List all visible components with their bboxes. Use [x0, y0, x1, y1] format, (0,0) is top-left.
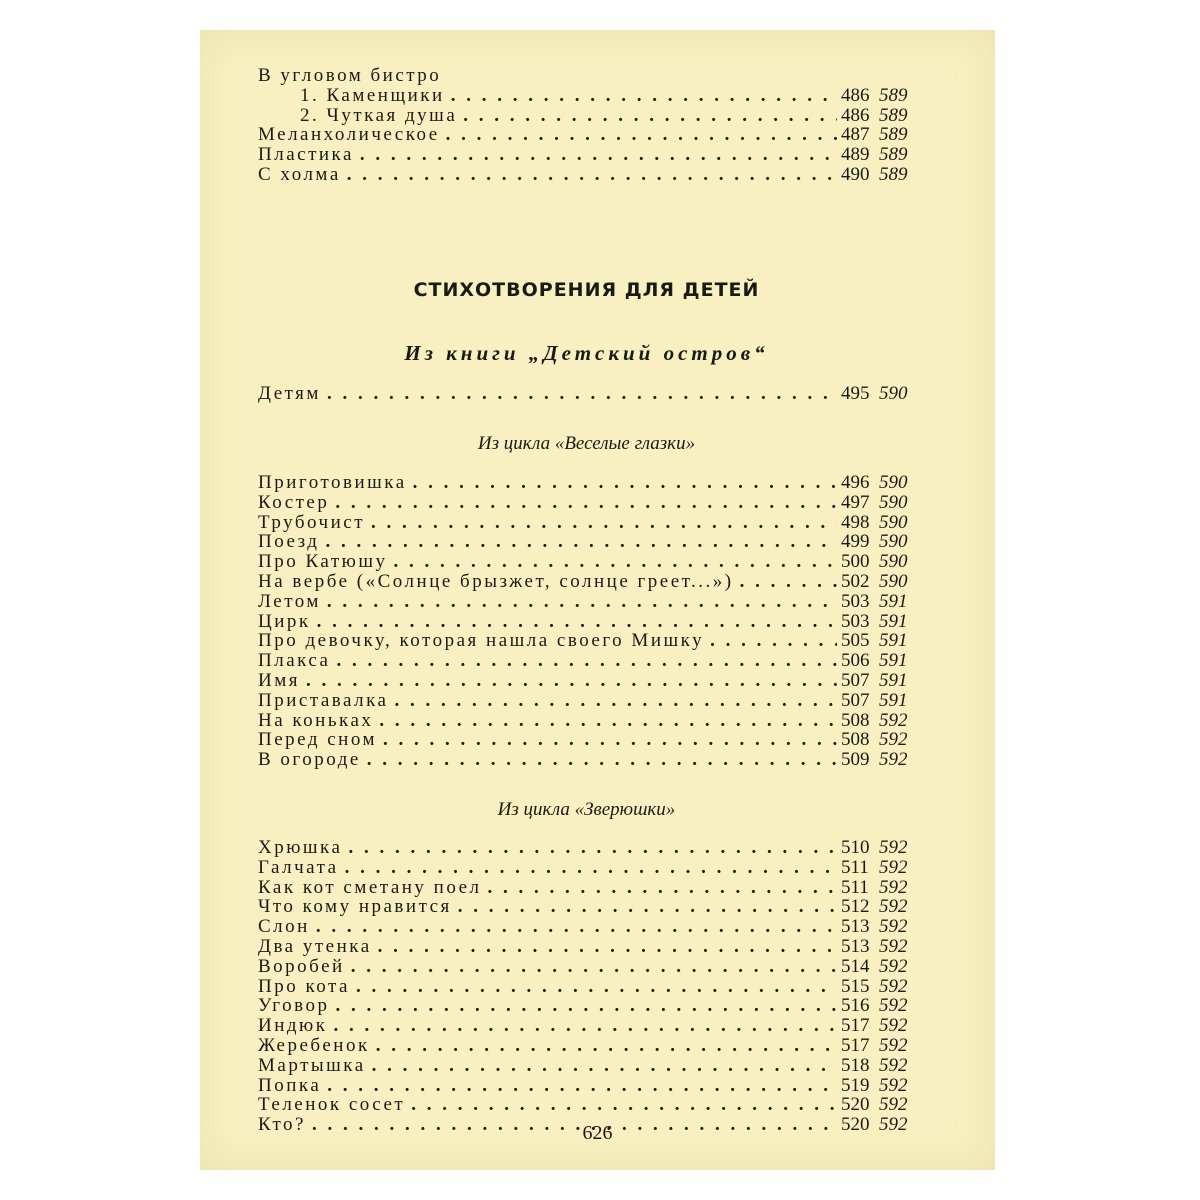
entry-page-number: 520 [841, 1114, 870, 1136]
entry-title: Про девочку, которая нашла своего Мишку [258, 630, 705, 652]
toc-entry [258, 532, 915, 552]
cycle-title-zveryushki: Из цикла «Зверюшки» [497, 799, 676, 820]
entry-title: С холма [258, 163, 341, 185]
entry-comment-page: 592 [879, 995, 908, 1017]
entry-title: Попка [258, 1074, 322, 1096]
section-title: СТИХОТВОРЕНИЯ ДЛЯ ДЕТЕЙ [413, 279, 760, 301]
entry-title: Костер [258, 491, 330, 513]
entry-page-number: 489 [841, 144, 870, 166]
entry-title: 2. Чуткая душа [300, 104, 458, 126]
dot-leader [351, 957, 837, 977]
dot-leader [316, 917, 837, 937]
toc-entry [258, 878, 915, 898]
entry-comment-page: 592 [879, 1034, 908, 1056]
dot-leader [372, 1056, 837, 1076]
entry-title: Детям [258, 383, 321, 404]
entry-title: На коньках [258, 709, 374, 731]
entry-page-number: 513 [841, 916, 870, 938]
entry-page-number: 511 [841, 856, 869, 878]
entry-title: Цирк [258, 610, 311, 632]
page-number: 626 [582, 1122, 613, 1144]
dot-leader [317, 612, 837, 632]
entry-page-number: 498 [841, 511, 870, 533]
toc-entry [258, 957, 915, 977]
entry-page-number: 506 [841, 650, 870, 672]
toc-entry [258, 691, 915, 711]
toc-entry [258, 106, 915, 126]
entry-title: Слон [258, 916, 310, 938]
dot-leader [335, 996, 837, 1016]
toc-entry [258, 996, 915, 1016]
entry-comment-page: 590 [879, 531, 908, 553]
book-title: Из книги „Детский остров“ [404, 341, 769, 365]
top-group-entries [258, 86, 915, 185]
entry-page-number: 508 [841, 729, 870, 751]
dot-leader [378, 937, 837, 957]
entry-title: Теленок сосет [258, 1094, 406, 1116]
dot-leader [347, 165, 837, 185]
entry-comment-page: 592 [879, 709, 908, 731]
entry-comment-page: 591 [879, 630, 908, 652]
entry-title: Летом [258, 590, 321, 612]
toc-entry [258, 838, 915, 858]
toc-entry [258, 711, 915, 731]
toc-entry [258, 858, 915, 878]
entry-page-number: 516 [841, 995, 870, 1017]
entry-page-number: 505 [841, 630, 870, 652]
dot-leader [463, 106, 837, 126]
entry-comment-page: 589 [879, 163, 908, 185]
toc-entry [258, 651, 915, 671]
entry-comment-page: 589 [879, 124, 908, 146]
toc-entry [258, 513, 915, 533]
toc-entry [258, 1056, 915, 1076]
entry-page-number: 500 [841, 551, 870, 573]
entry-title: 1. Каменщики [300, 84, 445, 106]
entry-title: Меланхолическое [258, 124, 440, 146]
cycle-zveryushki-entries [258, 838, 915, 1135]
entry-comment-page: 589 [879, 84, 908, 106]
entry-title: Индюк [258, 1015, 328, 1037]
entry-comment-page: 590 [879, 491, 908, 513]
toc-entry [258, 86, 915, 106]
toc-entry [258, 631, 915, 651]
entry-title: Воробей [258, 955, 345, 977]
entry-title: В огороде [258, 749, 361, 771]
entry-comment-page: 592 [879, 1054, 908, 1076]
dot-leader [383, 730, 837, 750]
dot-leader [488, 878, 838, 898]
toc-entry [258, 493, 915, 513]
entry-title: Про кота [258, 975, 350, 997]
entry-comment-page: 592 [879, 896, 908, 918]
entry-page-number: 513 [841, 935, 870, 957]
toc-entry [258, 125, 915, 145]
entry-page-number: 517 [841, 1015, 870, 1037]
dot-leader [325, 532, 837, 552]
entry-title: Жеребенок [258, 1034, 370, 1056]
dot-leader [710, 631, 837, 651]
dot-leader [360, 145, 837, 165]
entry-page-number: 508 [841, 709, 870, 731]
dot-leader [335, 493, 837, 513]
entry-page-number: 520 [841, 1094, 870, 1116]
toc-entry [258, 730, 915, 750]
toc-entry [258, 977, 915, 997]
entry-page-number: 486 [841, 104, 870, 126]
entry-comment-page: 590 [879, 472, 908, 493]
entry-page-number: 503 [841, 590, 870, 612]
entry-comment-page: 591 [879, 650, 908, 672]
entry-title: Поезд [258, 531, 320, 553]
book-page [200, 30, 995, 1170]
entry-title: Два утенка [258, 935, 372, 957]
entry-title: Имя [258, 669, 300, 691]
entry-page-number: 499 [841, 531, 870, 553]
entry-title: Хрюшка [258, 837, 343, 858]
dot-leader [376, 1036, 837, 1056]
entry-page-number: 512 [841, 896, 870, 918]
toc-entry [258, 1095, 915, 1115]
toc-entry [258, 552, 915, 572]
entry-comment-page: 591 [879, 669, 908, 691]
entry-page-number: 511 [841, 876, 869, 898]
dot-leader [333, 1016, 837, 1036]
entry-comment-page: 592 [879, 935, 908, 957]
entry-page-number: 518 [841, 1054, 870, 1076]
entry-page-number: 490 [841, 163, 870, 185]
toc-entry [258, 671, 915, 691]
entry-page-number: 496 [841, 472, 870, 493]
dot-leader [413, 473, 837, 493]
dot-leader [371, 513, 837, 533]
toc-entry [258, 917, 915, 937]
entry-comment-page: 590 [879, 551, 908, 573]
group-heading: В угловом бистро [258, 65, 442, 86]
dot-leader [306, 671, 837, 691]
toc-entry [258, 165, 915, 185]
entry-comment-page: 592 [879, 955, 908, 977]
toc-entry [258, 384, 915, 404]
toc-entry [258, 1016, 915, 1036]
dot-leader [348, 838, 837, 858]
entry-comment-page: 592 [879, 876, 908, 898]
toc-entry [258, 612, 915, 632]
entry-comment-page: 592 [879, 729, 908, 751]
toc-entry [258, 1036, 915, 1056]
entry-comment-page: 592 [879, 1094, 908, 1116]
entry-comment-page: 591 [879, 610, 908, 632]
dot-leader [394, 691, 837, 711]
entry-comment-page: 590 [879, 511, 908, 533]
entry-title: Уговор [258, 995, 330, 1017]
dot-leader [327, 384, 837, 404]
entry-page-number: 510 [841, 837, 870, 858]
entry-title: Пластика [258, 144, 354, 166]
toc-entry [258, 1076, 915, 1096]
toc-entry [258, 145, 915, 165]
entry-comment-page: 592 [879, 1114, 908, 1136]
dot-leader [451, 86, 837, 106]
entry-page-number: 486 [841, 84, 870, 106]
toc-entry [258, 897, 915, 917]
toc-entry [258, 937, 915, 957]
dot-leader [327, 1076, 837, 1096]
dot-leader [327, 592, 837, 612]
entry-page-number: 514 [841, 955, 870, 977]
entry-title: Галчата [258, 856, 339, 878]
entry-comment-page: 591 [879, 689, 908, 711]
entry-title: Перед сном [258, 729, 378, 751]
entry-page-number: 507 [841, 689, 870, 711]
entry-comment-page: 592 [879, 749, 908, 771]
dot-leader [411, 1095, 837, 1115]
entry-comment-page: 592 [879, 1074, 908, 1096]
entry-title: Мартышка [258, 1054, 366, 1076]
entry-comment-page: 589 [879, 104, 908, 126]
entry-page-number: 507 [841, 669, 870, 691]
entry-page-number: 519 [841, 1074, 870, 1096]
entry-page-number: 509 [841, 749, 870, 771]
toc-entry [258, 572, 915, 592]
entry-comment-page: 590 [879, 383, 908, 404]
entry-page-number: 503 [841, 610, 870, 632]
dot-leader [356, 977, 837, 997]
entry-page-number: 517 [841, 1034, 870, 1056]
toc-entry [258, 592, 915, 612]
dot-leader [345, 858, 837, 878]
dot-leader [393, 552, 837, 572]
entry-title: Как кот сметану поел [258, 876, 482, 898]
dot-leader [367, 750, 837, 770]
entry-page-number: 515 [841, 975, 870, 997]
dot-leader [337, 651, 838, 671]
entry-comment-page: 592 [879, 1015, 908, 1037]
top-group [258, 66, 915, 185]
entry-title: Про Катюшу [258, 551, 388, 573]
entry-comment-page: 592 [879, 916, 908, 938]
entry-comment-page: 592 [879, 975, 908, 997]
entry-title: Приготовишка [258, 472, 407, 493]
dot-leader [446, 125, 837, 145]
entry-comment-page: 592 [879, 837, 908, 858]
entry-page-number: 487 [841, 124, 870, 146]
cycle-title-veselye-glazki: Из цикла «Веселые глазки» [477, 433, 696, 454]
entry-comment-page: 592 [879, 856, 908, 878]
entry-page-number: 497 [841, 491, 870, 513]
entry-title: На вербе («Солнце брызжет, солнце греет...») [258, 570, 734, 592]
entry-title: Трубочист [258, 511, 366, 533]
toc-entry [258, 473, 915, 493]
entry-page-number: 502 [841, 570, 870, 592]
book-entries [258, 384, 915, 404]
cycle-veselye-glazki-entries [258, 473, 915, 770]
entry-comment-page: 590 [879, 570, 908, 592]
entry-comment-page: 589 [879, 144, 908, 166]
entry-title: Приставалка [258, 689, 389, 711]
entry-title: Плакса [258, 650, 331, 672]
dot-leader [379, 711, 837, 731]
entry-comment-page: 591 [879, 590, 908, 612]
entry-title: Кто? [258, 1114, 306, 1136]
toc-entry [258, 750, 915, 770]
entry-title: Что кому нравится [258, 896, 452, 918]
dot-leader [458, 897, 837, 917]
entry-page-number: 495 [841, 383, 870, 404]
dot-leader [740, 572, 837, 592]
